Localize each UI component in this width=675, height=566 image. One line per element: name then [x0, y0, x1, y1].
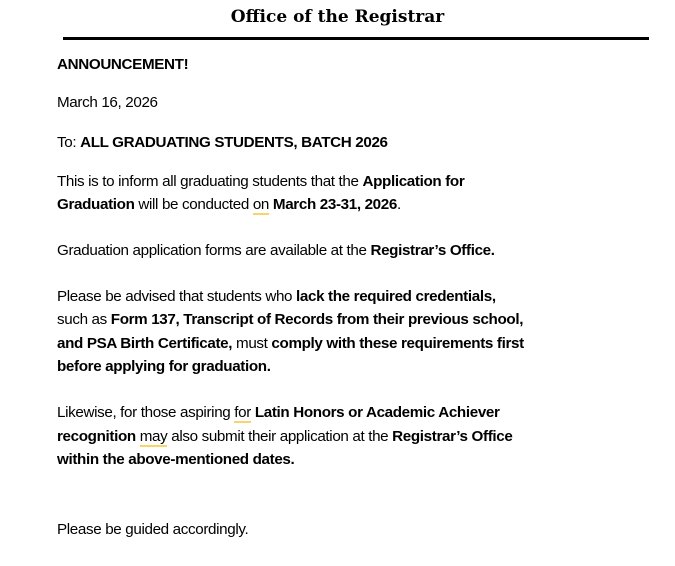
text-line — [57, 428, 512, 446]
title-divider — [63, 37, 649, 40]
text: Likewise, for those aspiring — [57, 404, 235, 421]
bold-text: ALL GRADUATING STUDENTS, BATCH 2026 — [80, 134, 388, 151]
bold-text: Graduation — [57, 196, 135, 213]
text-line — [57, 521, 248, 539]
bold-text: and PSA Birth Certificate, — [57, 335, 233, 352]
text: Please be advised that students who — [57, 288, 297, 305]
flagged-word: for — [234, 404, 251, 421]
text-line — [57, 358, 271, 376]
text: must — [232, 335, 272, 352]
bold-text: recognition — [57, 428, 136, 445]
text: To: — [57, 134, 81, 151]
flagged-word: on — [252, 196, 270, 213]
text-line — [57, 173, 464, 191]
text: Please be guided accordingly. — [57, 521, 249, 538]
text-line — [57, 242, 495, 260]
text-line — [57, 56, 188, 74]
text-line — [57, 311, 523, 329]
bold-text: Registrar’s Office — [392, 428, 513, 445]
text: will be conducted — [134, 196, 253, 213]
bold-text: Latin Honors or Academic Achiever — [254, 404, 500, 421]
text: . — [396, 196, 401, 213]
bold-text: Application for — [362, 173, 465, 190]
text-line — [57, 335, 524, 353]
text-line — [57, 404, 500, 422]
text-line — [57, 451, 294, 469]
bold-text: March 23-31, 2026 — [272, 196, 397, 213]
bold-text: Form 137, Transcript of Records from their previous school, — [110, 311, 524, 328]
text: March 16, 2026 — [57, 94, 158, 111]
bold-text: lack the required credentials, — [296, 288, 496, 305]
flagged-word: may — [139, 428, 168, 445]
bold-text: Registrar’s Office. — [370, 242, 495, 259]
text-line — [57, 94, 158, 112]
text: also submit their application at the — [167, 428, 393, 445]
bold-text: within the above-mentioned dates. — [57, 451, 295, 468]
bold-text: comply with these requirements first — [271, 335, 524, 352]
bold-text: before applying for graduation. — [57, 358, 271, 375]
text-line — [57, 134, 388, 152]
document-title: Office of the Registrar — [230, 7, 445, 27]
text-line — [57, 196, 401, 214]
text: such as — [57, 311, 111, 328]
text: This is to inform all graduating students that the — [57, 173, 363, 190]
text-line — [57, 288, 496, 306]
text: Graduation application forms are available at the — [57, 242, 371, 259]
bold-text: ANNOUNCEMENT! — [57, 56, 189, 73]
